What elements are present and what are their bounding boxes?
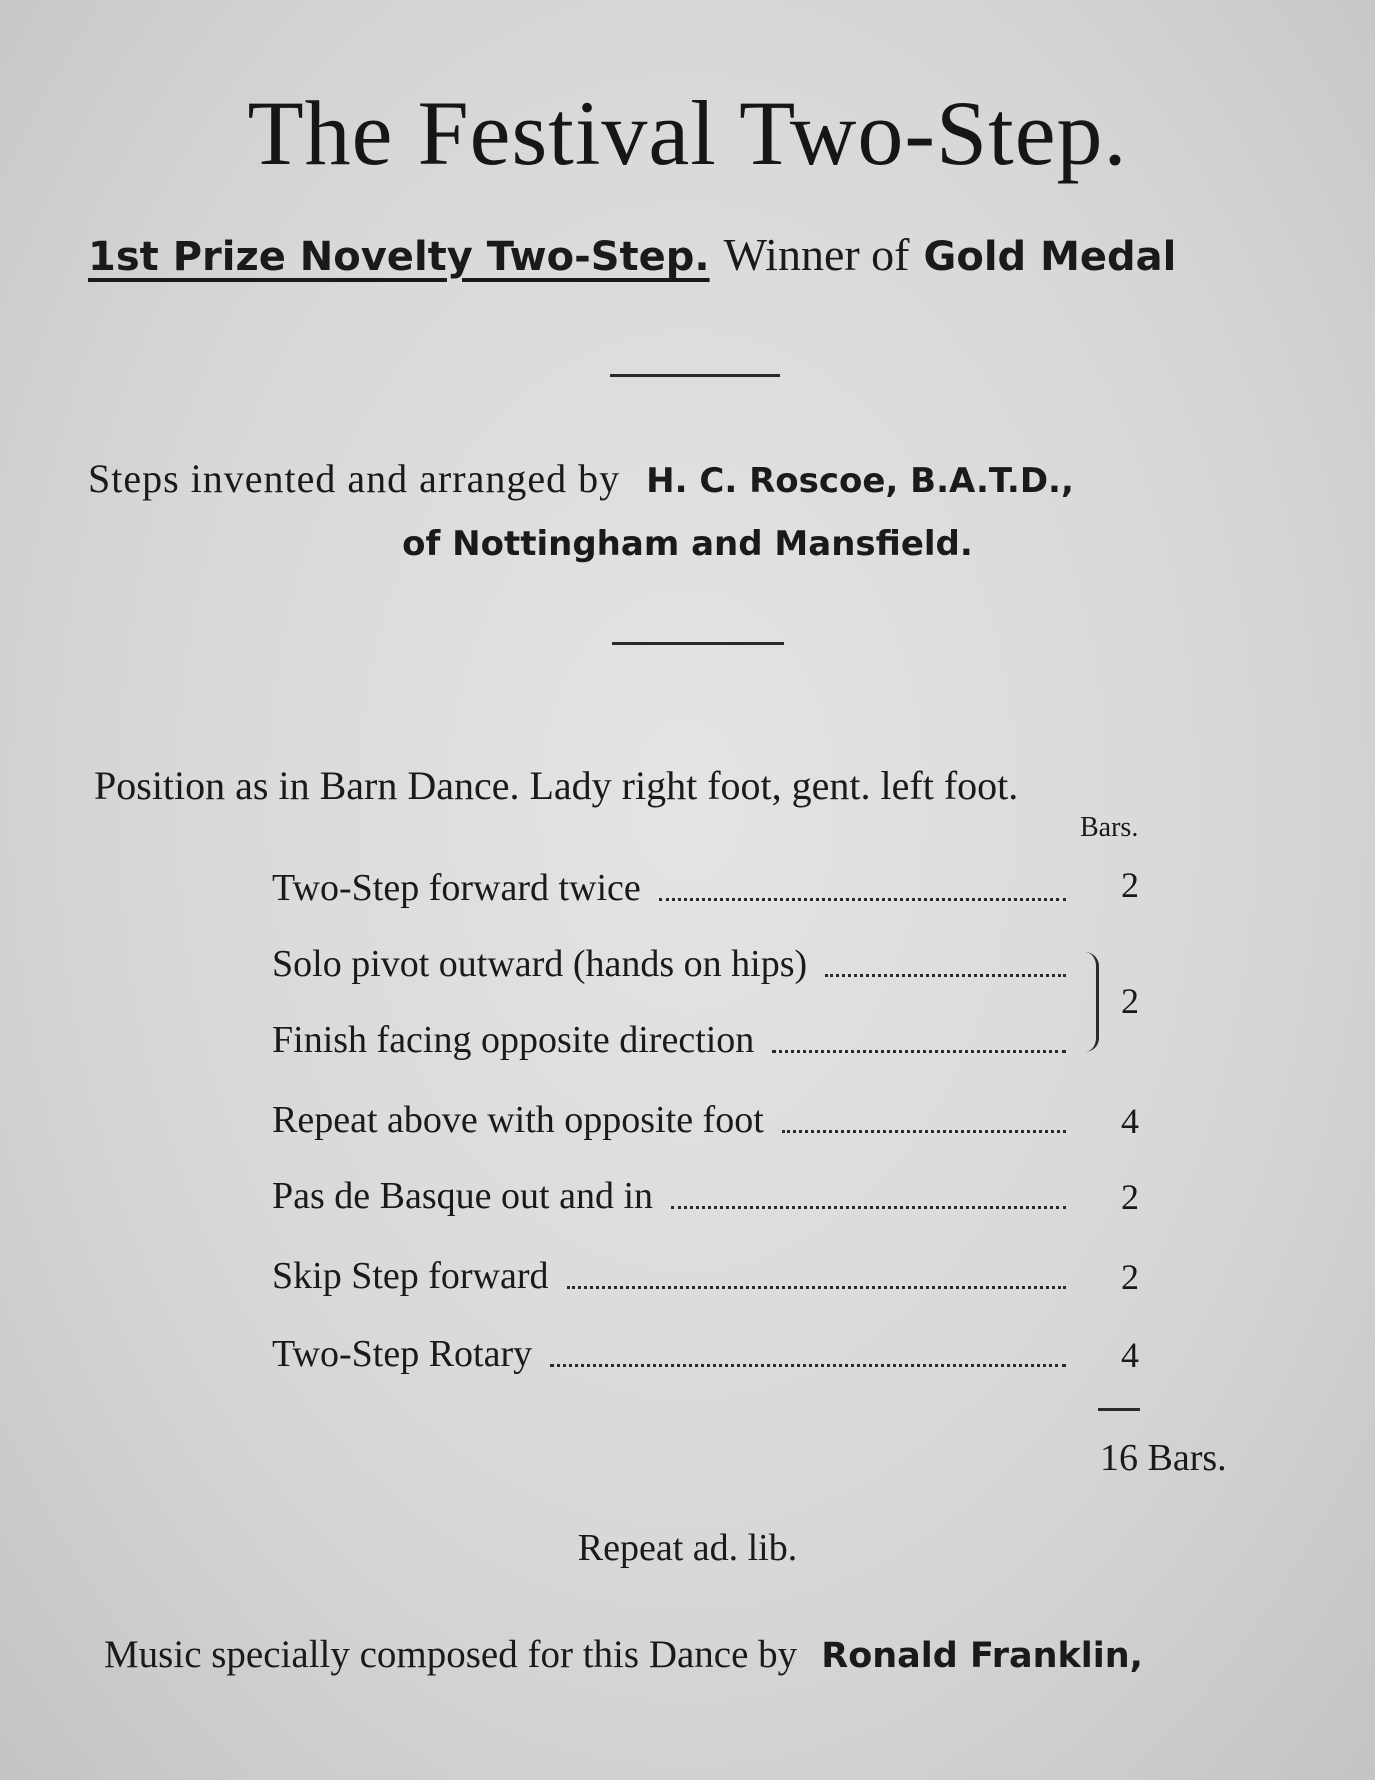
bar-count: 4 <box>1121 1101 1139 1141</box>
dot-leader <box>671 1206 1066 1209</box>
dot-leader <box>782 1130 1066 1133</box>
dot-leader <box>550 1364 1066 1367</box>
step-label: Pas de Basque out and in <box>272 1175 654 1217</box>
step-label: Two-Step Rotary <box>272 1333 533 1375</box>
step-row <box>272 942 1072 992</box>
credit-prefix: Steps invented and arranged by <box>88 456 621 501</box>
page-title: The Festival Two-Step. <box>247 82 1128 184</box>
dot-leader <box>659 898 1066 901</box>
composer-name: Ronald Franklin, <box>821 1636 1143 1676</box>
subtitle <box>88 228 1318 281</box>
step-row <box>272 866 1072 916</box>
step-row <box>272 1174 1072 1224</box>
step-row <box>272 1332 1072 1382</box>
bracket-brace <box>1082 952 1099 1052</box>
credit-name: H. C. Roscoe, B.A.T.D., <box>646 461 1074 501</box>
divider-top <box>610 374 780 377</box>
bar-count: 2 <box>1121 981 1139 1021</box>
step-label: Skip Step forward <box>272 1255 549 1297</box>
medal-text: Gold Medal <box>923 234 1177 280</box>
bars-heading: Bars. <box>1080 812 1139 843</box>
bar-count: 4 <box>1121 1335 1139 1375</box>
credit-location: of Nottingham and Mansfield. <box>402 524 973 564</box>
bar-count: 2 <box>1121 1257 1139 1297</box>
step-label: Two-Step forward twice <box>272 867 641 909</box>
repeat-note: Repeat ad. lib. <box>577 1527 798 1569</box>
position-note: Position as in Barn Dance. Lady right foot, gent. left foot. <box>94 763 1019 808</box>
total-rule <box>1098 1408 1140 1411</box>
winner-text: Winner of <box>723 229 910 280</box>
credit-line <box>88 455 1318 502</box>
step-row <box>272 1018 1072 1068</box>
bar-count: 2 <box>1121 1177 1139 1217</box>
divider-middle <box>612 642 784 645</box>
step-row <box>272 1254 1072 1304</box>
bar-count: 2 <box>1121 865 1139 905</box>
prize-text: 1st Prize Novelty Two-Step. <box>88 234 710 280</box>
music-prefix: Music specially composed for this Dance by <box>104 1633 798 1676</box>
dot-leader <box>567 1286 1066 1289</box>
step-label: Finish facing opposite direction <box>272 1019 755 1061</box>
step-label: Repeat above with opposite foot <box>272 1099 764 1141</box>
music-credit <box>104 1632 1344 1677</box>
dot-leader <box>825 974 1066 977</box>
total-bars: 16 Bars. <box>1100 1437 1227 1479</box>
step-label: Solo pivot outward (hands on hips) <box>272 943 808 985</box>
step-row <box>272 1098 1072 1148</box>
dot-leader <box>772 1050 1066 1053</box>
